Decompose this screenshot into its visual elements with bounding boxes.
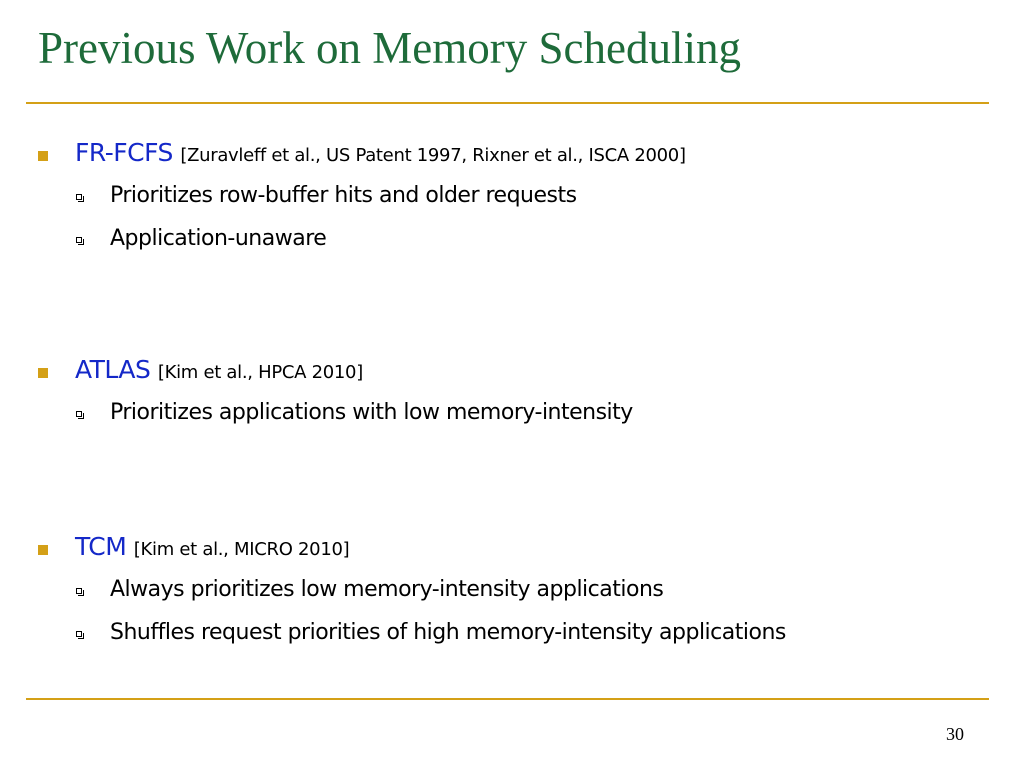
footer-divider	[26, 698, 989, 700]
slide-title: Previous Work on Memory Scheduling	[38, 23, 741, 73]
sub-point-text: Shuffles request priorities of high memory-intensity applications	[110, 620, 786, 645]
section-heading-line	[75, 140, 686, 165]
hollow-square-bullet-icon	[76, 194, 82, 200]
hollow-square-bullet-icon	[76, 631, 82, 637]
sub-point-text: Prioritizes applications with low memory-intensity	[110, 400, 633, 425]
square-bullet-icon	[38, 545, 48, 555]
hollow-square-bullet-icon	[76, 588, 82, 594]
section-heading-line	[75, 534, 349, 559]
section-citation: [Kim et al., HPCA 2010]	[157, 362, 363, 383]
section-citation: [Kim et al., MICRO 2010]	[133, 539, 350, 560]
section-heading-line	[75, 357, 363, 382]
section-heading: ATLAS	[75, 355, 151, 384]
sub-point-text: Prioritizes row-buffer hits and older requests	[110, 183, 577, 208]
sub-point-text: Always prioritizes low memory-intensity applications	[110, 577, 664, 602]
page-number: 30	[946, 724, 964, 744]
section-citation: [Zuravleff et al., US Patent 1997, Rixner et al., ISCA 2000]	[180, 145, 686, 166]
square-bullet-icon	[38, 368, 48, 378]
hollow-square-bullet-icon	[76, 237, 82, 243]
sub-point-text: Application-unaware	[110, 226, 327, 251]
square-bullet-icon	[38, 151, 48, 161]
hollow-square-bullet-icon	[76, 411, 82, 417]
section-heading: TCM	[75, 532, 127, 561]
section-heading: FR-FCFS	[75, 138, 173, 167]
title-divider	[26, 102, 989, 104]
